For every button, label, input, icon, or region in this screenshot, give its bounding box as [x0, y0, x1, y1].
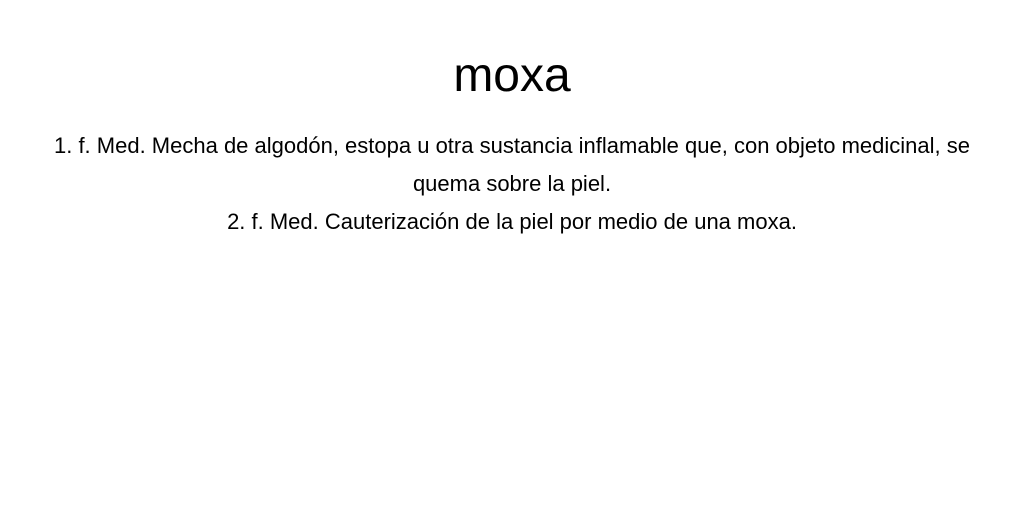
entry-word: moxa: [453, 49, 571, 102]
definition-item: 1. f. Med. Mecha de algodón, estopa u otra sustancia inflamable que, con objeto medicinal, se quema sobre la piel.: [53, 133, 970, 196]
definition-item: 2. f. Med. Cauterización de la piel por medio de una moxa.: [227, 209, 797, 234]
definition-list: [52, 127, 972, 241]
